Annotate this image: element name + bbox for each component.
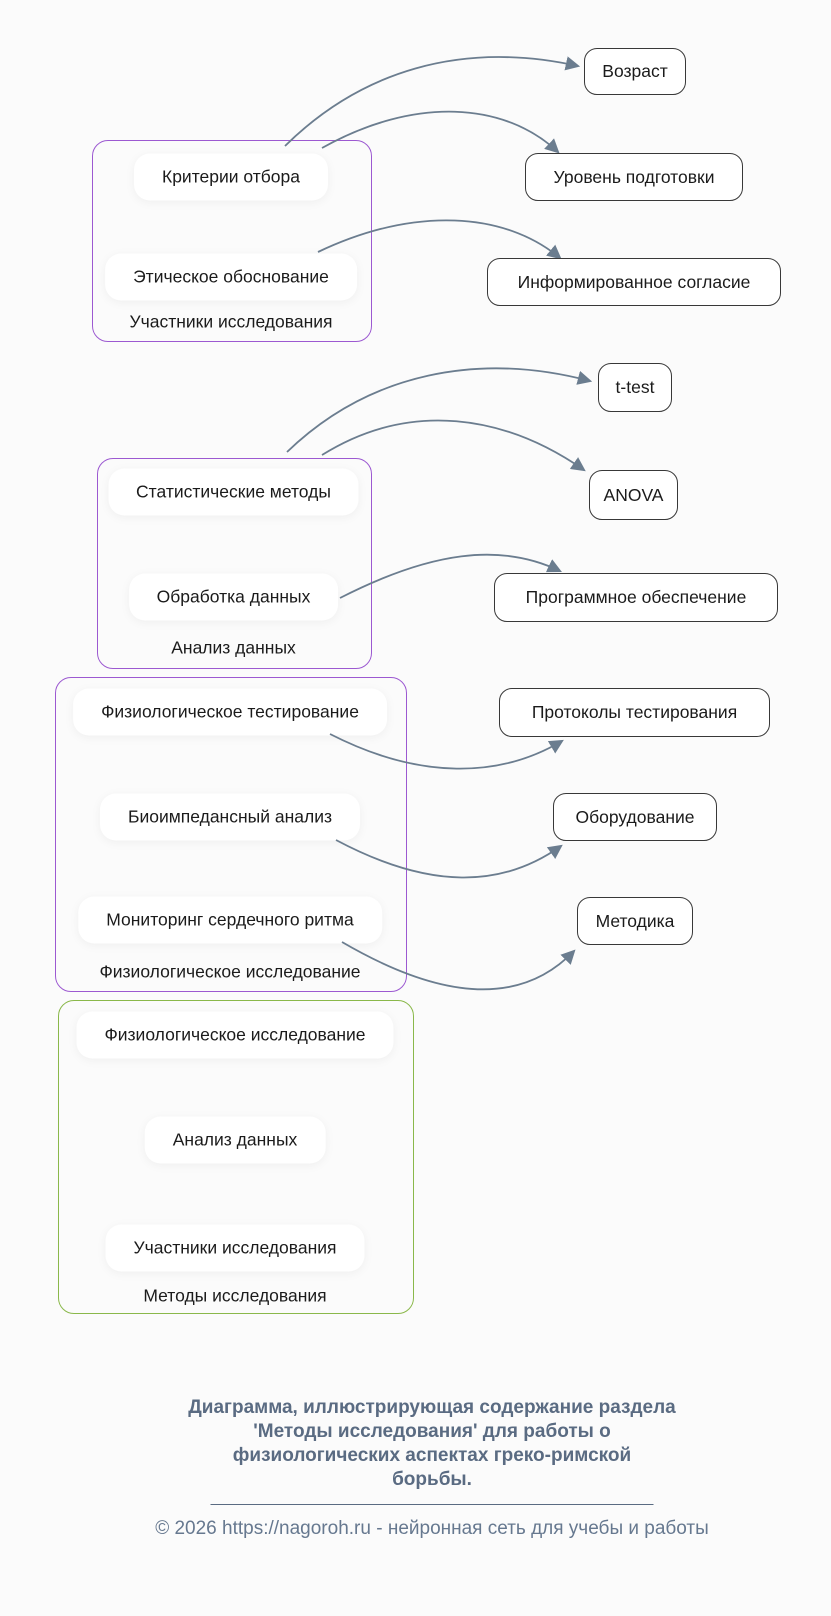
leaf-protokoly-testirovaniya: Протоколы тестирования [499, 688, 770, 737]
caption-line-4: борьбы. [392, 1469, 472, 1490]
group-title-uchastniki-issledovaniya: Участники исследования [129, 311, 333, 332]
leaf-uroven-podgotovki: Уровень подготовки [525, 153, 743, 201]
diagram-caption [132, 1396, 732, 1492]
leaf-metodika: Методика [577, 897, 693, 945]
caption-line-2: 'Методы исследования' для работы о [253, 1421, 611, 1442]
node-metody-issledovaniya-2: Участники исследования [106, 1225, 365, 1272]
separator-line [211, 1504, 654, 1505]
arrow-kriterii-to-vozrast [285, 57, 578, 146]
leaf-vozrast: Возраст [584, 48, 686, 95]
node-fiziologicheskoe-issledovanie-2: Мониторинг сердечного ритма [78, 897, 382, 944]
node-analiz-dannyh-0: Статистические методы [108, 469, 359, 516]
leaf-oborudovanie: Оборудование [553, 793, 717, 841]
leaf-anova: ANOVA [589, 470, 678, 520]
group-title-analiz-dannyh: Анализ данных [171, 637, 296, 658]
leaf-t-test: t-test [598, 363, 672, 412]
node-uchastniki-issledovaniya-1: Этическое обоснование [105, 254, 357, 301]
node-uchastniki-issledovaniya-0: Критерии отбора [134, 154, 328, 201]
node-fiziologicheskoe-issledovanie-0: Физиологическое тестирование [73, 689, 387, 736]
caption-line-3: физиологических аспектах греко-римской [232, 1445, 632, 1466]
group-title-fiziologicheskoe-issledovanie: Физиологическое исследование [99, 961, 361, 982]
node-fiziologicheskoe-issledovanie-1: Биоимпедансный анализ [100, 794, 360, 841]
caption-line-1: Диаграмма, иллюстрирующая содержание раздела [188, 1397, 676, 1418]
node-metody-issledovaniya-0: Физиологическое исследование [76, 1012, 393, 1059]
node-metody-issledovaniya-1: Анализ данных [145, 1117, 326, 1164]
node-analiz-dannyh-1: Обработка данных [129, 574, 339, 621]
group-title-metody-issledovaniya: Методы исследования [143, 1285, 327, 1306]
arrow-statmetody-to-ttest [287, 368, 590, 452]
copyright-text: © 2026 https://nagoroh.ru - нейронная сеть для учебы и работы [155, 1518, 709, 1539]
leaf-programmnoe-obespechenie: Программное обеспечение [494, 573, 778, 622]
leaf-informirovannoe-soglasie: Информированное согласие [487, 258, 781, 306]
